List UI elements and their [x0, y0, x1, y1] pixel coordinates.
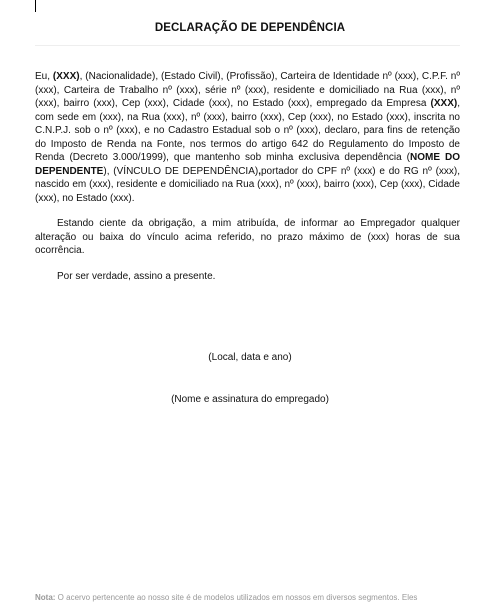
- bold-comma: ,: [258, 165, 261, 177]
- declaration-text-3: , com sede em (xxx), na Rua (xxx), nº (xxx), bairro (xxx), Cep (xxx), no Estado (xxx), inscrita no C.N.P.J. sob o nº (xxx), e no Cadastro Estadual sob o nº (xxx), declaro, para fins de retenção do Imposto de Renda na Fonte, nos termos do artigo 642 do Regulamento do Imposto de Renda (Decreto 3.000/1999), que mantenho sob minha exclusiva dependência (: [35, 98, 460, 163]
- signature-line: (Nome e assinatura do empregado): [171, 394, 329, 405]
- footer-note-label: Nota:: [35, 593, 56, 602]
- footer-note-text: O acervo pertencente ao nosso site é de modelos utilizados em nossos em diversos segmentos. Eles: [55, 593, 418, 602]
- employee-name-placeholder: (XXX): [52, 71, 80, 82]
- declaration-text-4: ), (VÍNCULO DE DEPENDÊNCIA): [103, 165, 259, 177]
- declaration-text-2: , (Nacionalidade), (Estado Civil), (Profissão), Carteira de Identidade nº (xxx), C.P.F. nº (xxx), Carteira de Trabalho nº (xxx), série nº (xxx), residente e domiciliado na Rua (xxx), nº (xxx), bairro (xxx), Cep (xxx), Cidade (xxx), no Estado (xxx), empregado da Empresa: [35, 71, 460, 109]
- document-body: [35, 70, 460, 295]
- declaration-text-5: portador do CPF nº (xxx) e do RG nº (xxx), nascido em (xxx), residente e domiciliado na Rua (xxx), nº (xxx), bairro (xxx), Cep (xxx), Cidade (xxx), no Estado (xxx).: [35, 165, 461, 204]
- document-title: DECLARAÇÃO DE DEPENDÊNCIA: [154, 22, 346, 34]
- place-date-line: (Local, data e ano): [208, 352, 292, 363]
- declaration-text-1: Eu,: [35, 71, 53, 82]
- obligation-paragraph: Estando ciente da obrigação, a mim atribuída, de informar ao Empregador qualquer alteração ou baixa do vínculo acima referido, no prazo máximo de (xxx) horas de sua ocorrência.: [35, 218, 460, 256]
- company-name-placeholder: (XXX): [430, 98, 458, 109]
- declaration-paragraph: [35, 70, 460, 205]
- closing-paragraph: Por ser verdade, assino a presente.: [57, 270, 216, 282]
- dependent-name-placeholder: NOME DO DEPENDENTE: [35, 152, 460, 177]
- title-divider: [35, 45, 460, 46]
- footer-note: [35, 593, 475, 602]
- text-cursor-mark: [35, 0, 36, 12]
